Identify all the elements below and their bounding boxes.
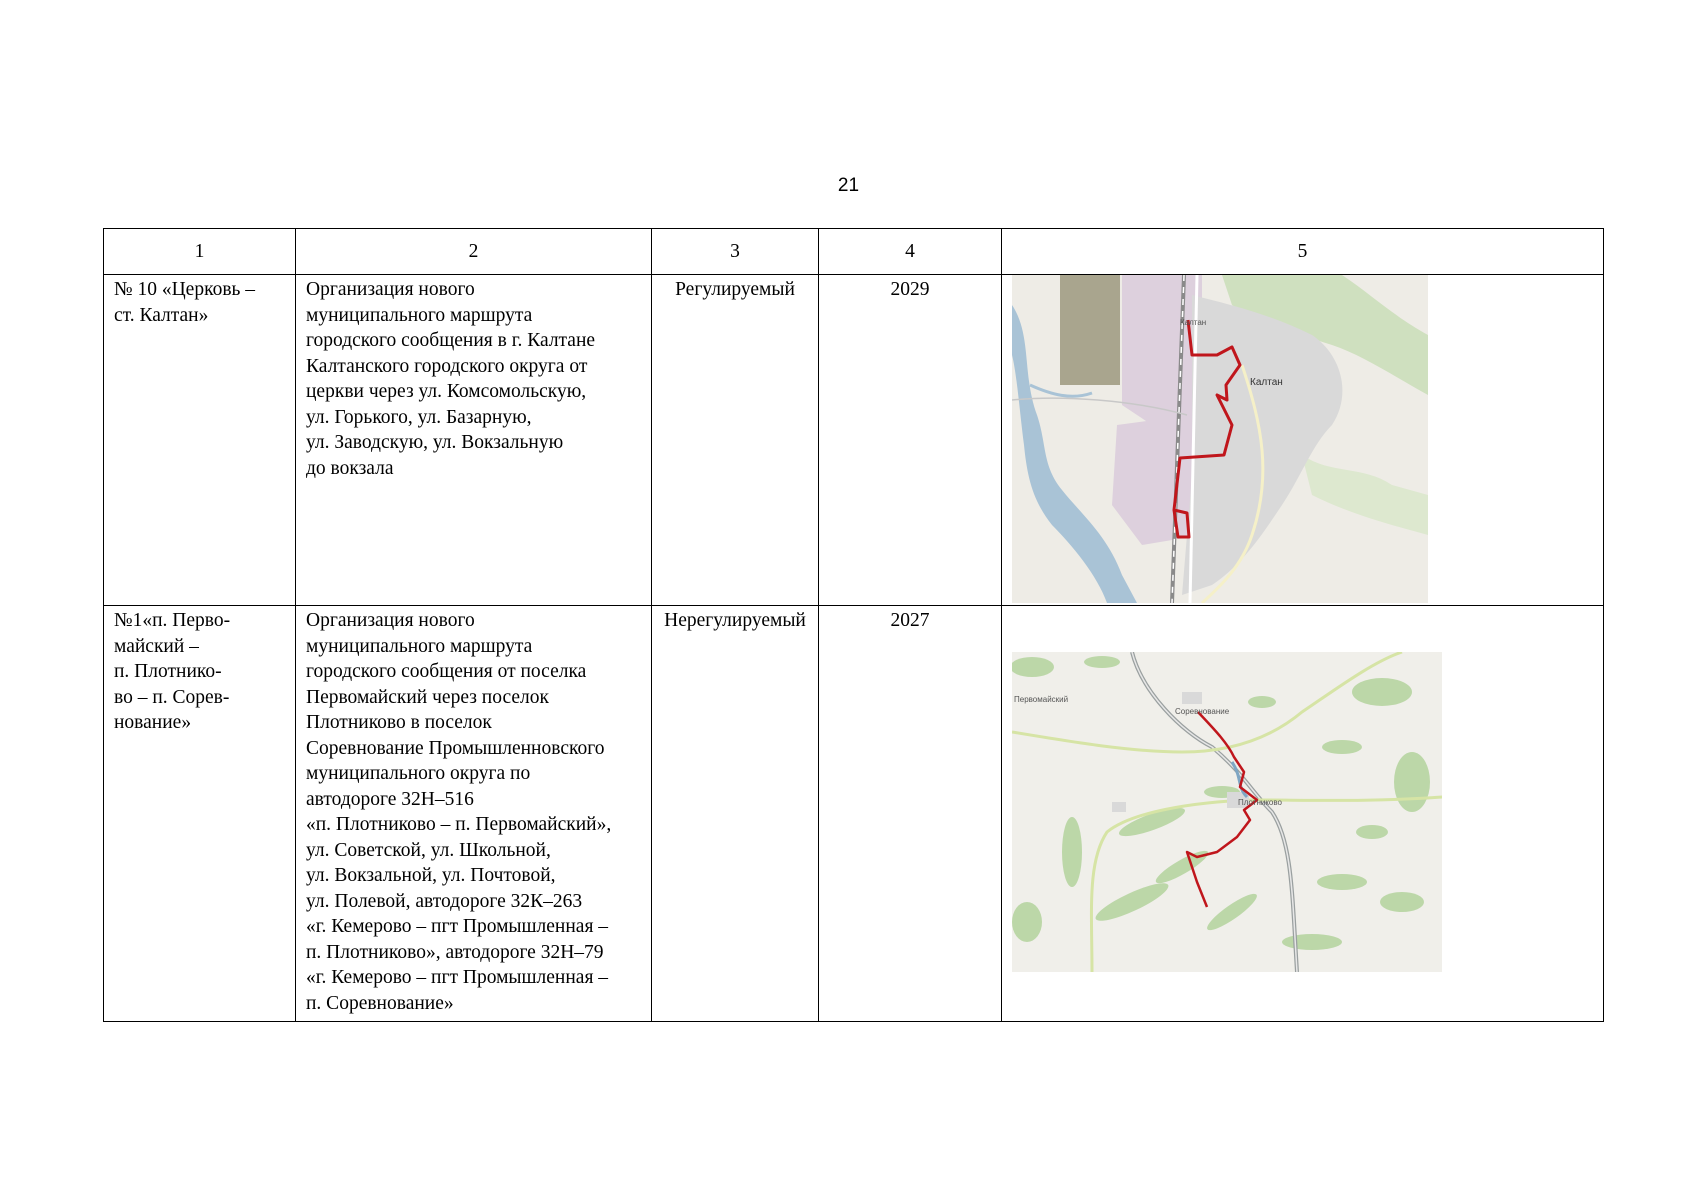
kaltan-route-map — [1012, 275, 1428, 603]
header-cell-5: 5 — [1002, 229, 1604, 275]
pervomaysky-route-map — [1012, 652, 1442, 972]
route-map-cell — [1002, 275, 1604, 606]
routes-table — [103, 228, 1604, 1022]
route-description-cell: Организация нового муниципального маршрута городского сообщения в г. Калтане Калтанского городского округа от церкви через ул. Комсомольскую, ул. Горького, ул. Базарную, ул. Заводскую, ул. Вокзальную до вокзала — [296, 275, 652, 606]
route-description-cell: Организация нового муниципального маршрута городского сообщения от поселка Первомайский через поселок Плотниково в поселок Соревнование Промышленновского муниципального округа по автодороге 32Н–516 «п. Плотниково – п. Первомайский», ул. Советской, ул. Школьной, ул. Вокзальной, ул. Почтовой, ул. Полевой, автодороге 32К–263 «г. Кемерово – пгт Промышленная – п. Плотниково», автодороге 32Н–79 «г. Кемерово – пгт Промышленная – п. Соревнование» — [296, 606, 652, 1022]
pervomaysky-label: Первомайский — [1014, 695, 1069, 704]
plotnikovo-label: Плотниково — [1238, 798, 1282, 807]
kaltan-label: Калтан — [1250, 377, 1283, 388]
route-year-cell: 2029 — [819, 275, 1002, 606]
route-map-cell — [1002, 606, 1604, 1022]
kaltan-label-small: Калтан — [1180, 318, 1207, 327]
header-cell-4: 4 — [819, 229, 1002, 275]
route-year-cell: 2027 — [819, 606, 1002, 1022]
route-name-cell: №1«п. Перво- майский – п. Плотнико- во – п. Сорев- нование» — [104, 606, 296, 1022]
table-header-row — [104, 229, 1604, 275]
route-name-cell: № 10 «Церковь – ст. Калтан» — [104, 275, 296, 606]
route-type-cell: Нерегулируемый — [652, 606, 819, 1022]
route-type-cell: Регулируемый — [652, 275, 819, 606]
table-row — [104, 606, 1604, 1022]
table-row — [104, 275, 1604, 606]
sorevnovanie-label: Соревнование — [1175, 707, 1230, 716]
page-number: 21 — [837, 175, 860, 196]
header-cell-2: 2 — [296, 229, 652, 275]
header-cell-1: 1 — [104, 229, 296, 275]
header-cell-3: 3 — [652, 229, 819, 275]
